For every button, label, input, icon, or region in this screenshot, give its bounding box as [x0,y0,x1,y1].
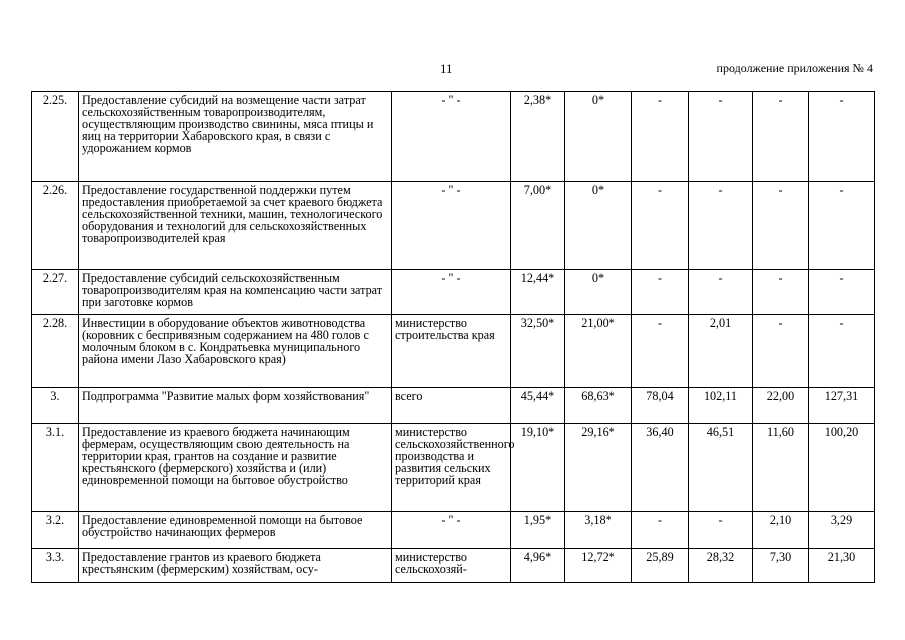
row-value-3: - [632,92,689,182]
row-executor: министерство сельскохозяйственного производства и развития сельских территорий края [392,424,511,512]
row-value-2: 29,16* [565,424,632,512]
table-row [32,270,875,315]
row-value-2: 0* [565,270,632,315]
row-number: 2.25. [32,92,79,182]
row-value-1: 2,38* [511,92,565,182]
row-description: Предоставление из краевого бюджета начинающим фермерам, осуществляющим свою деятельность на территории края, грантов на создание и развитие крестьянского (фермерского) хозяйства и (или) единовременной помощи на бытовое обустройство [79,424,392,512]
row-description: Предоставление субсидий сельскохозяйственным товаропроизводителям края на компенсацию части затрат при заготовке кормов [79,270,392,315]
row-value-4: 46,51 [689,424,753,512]
row-description: Предоставление государственной поддержки путем предоставления приобретаемой за счет краевого бюджета сельскохозяйственной техники, машин, технологического оборудования и технологий для сельскохозяйственных товаропроизводителей края [79,182,392,270]
row-value-6: - [809,92,875,182]
row-value-5: - [753,315,809,388]
row-executor: - " - [392,512,511,549]
row-value-1: 4,96* [511,549,565,583]
row-value-6: 100,20 [809,424,875,512]
row-number: 3.1. [32,424,79,512]
row-value-4: 102,11 [689,388,753,424]
row-value-6: 21,30 [809,549,875,583]
row-value-5: 22,00 [753,388,809,424]
table-row [32,92,875,182]
row-value-4: - [689,512,753,549]
row-value-2: 68,63* [565,388,632,424]
row-value-5: - [753,270,809,315]
table-row [32,424,875,512]
row-executor: - " - [392,270,511,315]
row-value-4: - [689,182,753,270]
row-value-6: 127,31 [809,388,875,424]
row-description: Предоставление субсидий на возмещение части затрат сельскохозяйственным товаропроизводителям, осуществляющим производство свинины, мяса птицы и яиц на территории Хабаровского края, в связи с удорожанием кормов [79,92,392,182]
row-value-2: 12,72* [565,549,632,583]
row-value-6: - [809,315,875,388]
row-number: 2.27. [32,270,79,315]
row-value-5: 2,10 [753,512,809,549]
row-value-2: 0* [565,92,632,182]
row-value-6: 3,29 [809,512,875,549]
row-executor: всего [392,388,511,424]
row-description: Инвестиции в оборудование объектов животноводства (коровник с беспривязным содержанием на 480 голов с молочным блоком в с. Кондратьевка муниципального района имени Лазо Хабаровского края) [79,315,392,388]
table-row [32,388,875,424]
row-description: Предоставление единовременной помощи на бытовое обустройство начинающих фермеров [79,512,392,549]
row-value-1: 45,44* [511,388,565,424]
row-value-1: 32,50* [511,315,565,388]
row-value-1: 19,10* [511,424,565,512]
row-value-5: 11,60 [753,424,809,512]
table-row [32,182,875,270]
annex-label: продолжение приложения № 4 [716,61,873,75]
row-executor: министерство строительства края [392,315,511,388]
row-value-3: 36,40 [632,424,689,512]
row-value-4: - [689,270,753,315]
row-description: Предоставление грантов из краевого бюджета крестьянским (фермерским) хозяйствам, осу- [79,549,392,583]
row-number: 3.2. [32,512,79,549]
row-value-6: - [809,270,875,315]
row-value-3: - [632,270,689,315]
row-value-2: 0* [565,182,632,270]
row-description: Подпрограмма "Развитие малых форм хозяйствования" [79,388,392,424]
row-value-4: 28,32 [689,549,753,583]
program-table [31,91,875,583]
row-value-5: - [753,182,809,270]
row-number: 3. [32,388,79,424]
row-number: 2.28. [32,315,79,388]
row-value-3: - [632,182,689,270]
row-value-1: 1,95* [511,512,565,549]
row-value-2: 21,00* [565,315,632,388]
row-value-1: 7,00* [511,182,565,270]
row-value-3: 25,89 [632,549,689,583]
row-executor: министерство сельскохозяй- [392,549,511,583]
row-executor: - " - [392,92,511,182]
table-row [32,549,875,583]
row-executor: - " - [392,182,511,270]
row-value-3: 78,04 [632,388,689,424]
row-value-5: - [753,92,809,182]
row-value-5: 7,30 [753,549,809,583]
table-row [32,315,875,388]
row-value-4: - [689,92,753,182]
row-number: 2.26. [32,182,79,270]
row-value-6: - [809,182,875,270]
row-value-3: - [632,315,689,388]
row-value-1: 12,44* [511,270,565,315]
row-value-4: 2,01 [689,315,753,388]
row-value-3: - [632,512,689,549]
row-number: 3.3. [32,549,79,583]
page-number: 11 [440,61,453,76]
table-row [32,512,875,549]
row-value-2: 3,18* [565,512,632,549]
